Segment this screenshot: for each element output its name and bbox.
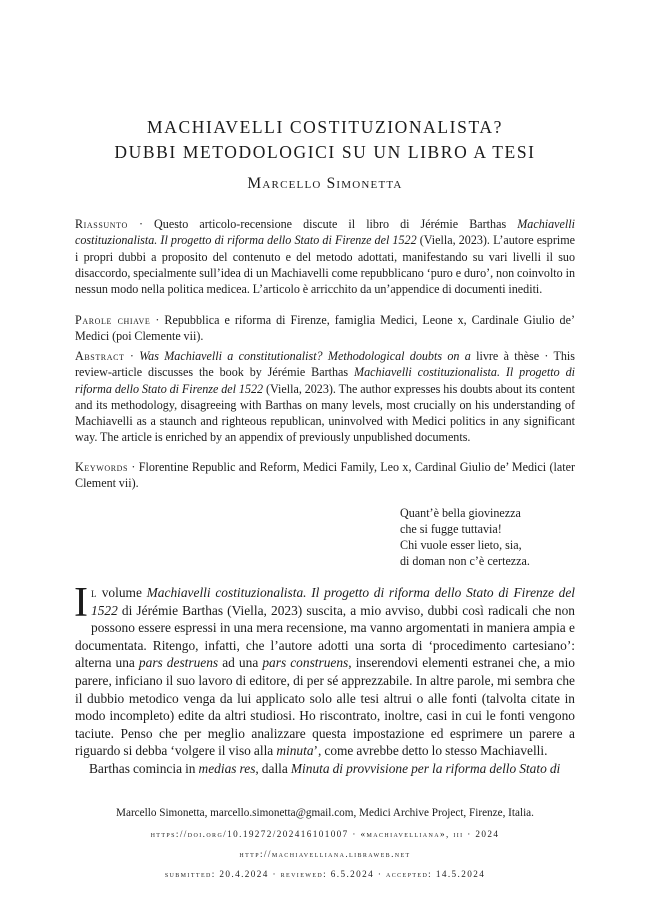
keywords-separator: · [128,460,139,474]
body-text-run: , inserendovi elementi estranei che, a mio parere, inficiano il suo lavoro di editore, di per sé apprezzabile. In altre parole, mi sembra che il dubbio metodico venga da lui applicato solo alle tesi altrui o alle fonti (talvolta citate in modo incompleto) edite da altri studiosi. Ho riscontrato, inoltre, casi in cui le fonti vengono taciute. Penso che per meglio analizzare questa impostazione ed esprimere un parere a riguardo si debba ‘volgere il viso alla [75,655,575,759]
submission-dates: submitted: 20.4.2024 · reviewed: 6.5.2024 · accepted: 14.5.2024 [164,869,486,879]
parole-chiave-separator: · [150,313,165,327]
abstract-book-title: Machiavelli costituzionalista. Il progetto di riforma dello Stato di Firenze del 1522 [75,365,575,396]
emphasis: pars construens [262,655,349,671]
journal-url: http://machiavelliana.libraweb.net [239,849,411,859]
riassunto-text-b: (Viella, 2023). L’autore esprime i propri dubbi a proposito del contenuto e del metodo adottati, manifestando su vari livelli il suo disaccordo, specialmente sull’idea di un Machiavelli come repubblicano ‘puro e duro’, non coinvolto in nessun modo nella politica medicea. L’articolo è arricchito da un’appendice di documenti inediti. [75,233,575,297]
drop-cap: I [74,580,88,626]
body-text-run: , dalla [255,760,291,776]
keywords-block [75,459,575,492]
document-title: Minuta di provvisione per la riforma dello Stato di [290,760,561,776]
emphasis: medias res [198,760,256,776]
riassunto-block [75,216,575,297]
riassunto-text-a: Questo articolo-recensione discute il libro di Jérémie Barthas [154,217,518,231]
epigraph-line: Quant’è bella giovinezza [400,506,521,520]
body-text-run: ’, come avrebbe detto lo stesso Machiavelli. [313,743,548,759]
epigraph [400,505,530,569]
body-text-run: volume [97,585,147,600]
body-text [74,580,576,778]
abstract-text-a: livre à thèse · This review-article discusses the book by Jérémie Barthas [75,349,575,380]
parole-chiave-text: Repubblica e riforma di Firenze, famiglia Medici, Leone x, Cardinale Giulio de’ Medici (poi Clemente vii). [75,313,575,344]
epigraph-line: di doman non c’è certezza. [400,554,530,568]
abstract-article-title: Was Machiavelli a constitutionalist? Methodological doubts on a [139,349,471,363]
lead-letter: l [91,585,97,600]
abstract-block [75,348,575,446]
emphasis: minuta [276,743,314,759]
abstract-label: Abstract [75,349,125,363]
epigraph-line: che si fugge tuttavia! [400,522,502,536]
abstract-separator: · [124,349,140,363]
author-affiliation-footnote: Marcello Simonetta, marcello.simonetta@gmail.com, Medici Archive Project, Firenze, Italia. [116,807,534,819]
riassunto-book-title: Machiavelli costituzionalista. Il progetto di riforma dello Stato di Firenze del 1522 [75,217,575,248]
article-title-line1: MACHIAVELLI COSTITUZIONALISTA? [147,117,503,137]
paragraph [74,580,576,760]
paragraph [75,760,575,778]
parole-chiave-block [75,312,575,345]
emphasis: pars destruens [138,655,219,671]
keywords-text: Florentine Republic and Reform, Medici Family, Leo x, Cardinal Giulio de’ Medici (later Clement vii). [75,460,575,491]
book-title: Machiavelli costituzionalista. Il progetto di riforma dello Stato di Firenze del 1522 [91,585,576,618]
epigraph-line: Chi vuole esser lieto, sia, [400,538,522,552]
doi-line: https://doi.org/10.19272/202416101007 · «machiavelliana», iii · 2024 [150,829,500,839]
body-text-run: di Jérémie Barthas (Viella, 2023) suscita, a mio avviso, dubbi così radicali che non possono essere espressi in una mera recensione, ma vanno argomentati in maniera ampia e documentata. Ritengo, infatti, che l’autore adotti una sorta di ‘procedimento cartesiano’: alterna una [75,602,575,671]
parole-chiave-label: Parole chiave [75,313,151,327]
body-text-run: Barthas comincia in [89,760,199,776]
author-name: Marcello Simonetta [247,175,403,192]
riassunto-label: Riassunto [75,217,128,231]
abstract-text-b: (Viella, 2023). The author expresses his doubts about its content and its methodology, disagreeing with Barthas on many levels, most crucially on his understanding of Machiavelli as a staunch and righteous republican, uninvolved with Medici politics in any significant way. The article is enriched by an appendix of previously unpublished documents. [75,381,575,445]
body-text-run: ad una [218,655,263,671]
article-title-line2: DUBBI METODOLOGICI SU UN LIBRO A TESI [114,142,536,162]
riassunto-separator: · [127,217,155,231]
keywords-label: Keywords [75,460,129,474]
